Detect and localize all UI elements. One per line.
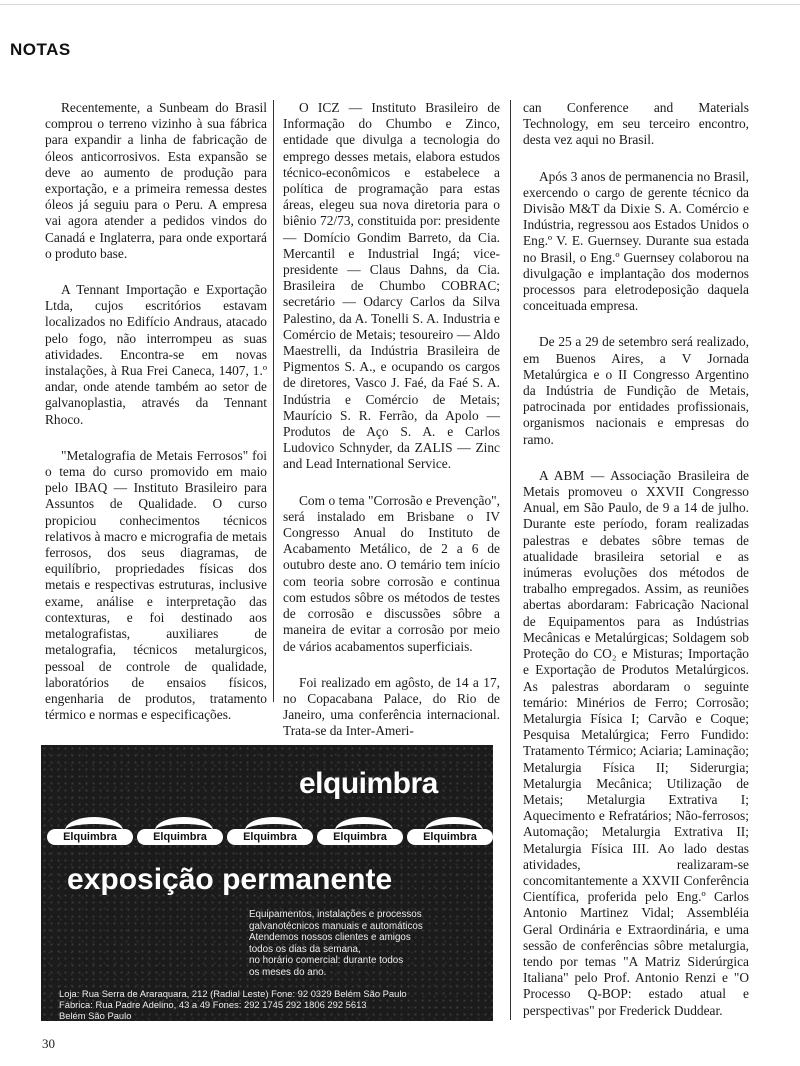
elquimbra-logo: Elquimbra — [227, 817, 315, 857]
ad-address-line: Fábrica: Rua Padre Adelino, 43 a 49 Fones: 292 1745 292 1806 292 5613 — [59, 999, 367, 1010]
article-column-2 — [283, 100, 500, 760]
ad-info-line: galvanotécnicos manuais e automáticos — [249, 920, 423, 932]
column-divider — [273, 100, 274, 702]
article-column-1 — [45, 100, 267, 743]
paragraph-conference-cont: can Conference and Materials Technology, em seu terceiro encontro, desta vez aqui no Brasil. — [523, 100, 749, 148]
elquimbra-logo: Elquimbra — [407, 817, 493, 857]
paragraph-tennant: A Tennant Importação e Exportação Ltda, cujos escritórios estavam localizados no Edifício Andraus, atacado pelo fogo, não interrompeu as suas atividades. Encontra-se em novas instalações, à Rua Frei Caneca, 1407, 1.º andar, onde atende também ao setor de galvanoplastia, através da Tennant Rhoco. — [45, 282, 267, 427]
elquimbra-advertisement — [41, 745, 493, 1021]
ad-info-line: Equipamentos, instalações e processos — [249, 909, 422, 920]
column-divider — [510, 100, 511, 1020]
paragraph-icz: O ICZ — Instituto Brasileiro de Informação do Chumbo e Zinco, entidade que divulga a tecnologia do emprego desses metais, elabora estudos técnico-econômicos e estabelece a política de programação para estas áreas, elegeu sua nova diretoria para o biênio 72/73, constituida por: presidente — Domício Gondim Barreto, da Cia. Mercantil e Industrial Ingá; vice-presidente — Claus Dahns, da Cia. Brasileira de Chumbo COBRAC; secretário — Odarcy Carlos da Silva Palestino, da A. Tonelli S. A. Industria e Comércio de Metais; tesoureiro — Aldo Maestrelli, da Indústria Brasileira de Pigmentos S. A., e ocupando os cargos de diretores, Vasco J. Faé, da Faé S. A. Indústria e Comércio de Metais; Maurício S. R. Ferrão, da Apolo — Produtos de Aço S. A. e Carlos Ludovico Schnyder, da ZALIS — Zinc and Lead International Service. — [283, 100, 500, 472]
ad-info-line: todos os dias da semana, — [249, 943, 361, 955]
elquimbra-logo: Elquimbra — [137, 817, 225, 857]
paragraph-corrosao: Com o tema "Corrosão e Prevenção", será instalado em Brisbane o IV Congresso Anual do Instituto de Acabamento Metálico, de 2 a 6 de outubro deste ano. O temário tem início com teoria sobre corrosão e continua com estudos sôbre os métodos de testes de corrosão e discussões sôbre a maneira de evitar a corrosão por meio de vários acabamentos superficiais. — [283, 492, 500, 654]
ad-info-line: os meses do ano. — [249, 966, 327, 978]
ad-info — [249, 909, 485, 978]
paragraph-buenos-aires: De 25 a 29 de setembro será realizado, em Buenos Aires, a V Jornada Metalúrgica e o II Congresso Argentino da Indústria de Fundição de Metais, patrocinada por entidades profissionais, organismos nacionais e empresas do ramo. — [523, 334, 749, 447]
ad-address-line: Belém São Paulo — [59, 1010, 132, 1021]
ad-headline: exposição permanente — [67, 863, 393, 896]
ad-info-line: Atendemos nossos clientes e amigos — [249, 932, 411, 943]
section-title: NOTAS — [10, 40, 71, 59]
ad-brand: elquimbra — [299, 767, 438, 800]
elquimbra-logo: Elquimbra — [317, 817, 405, 857]
paragraph-guernsey: Após 3 anos de permanencia no Brasil, exercendo o cargo de gerente técnico da Divisão M&T da Dixie S. A. Comércio e Indústria, regressou aos Estados Unidos o Eng.º V. E. Guernsey. Durante sua estada no Brasil, o Eng.º Guernsey colaborou na divulgação e implantação dos modernos processos para eletrodeposição daquela conceituada empresa. — [523, 168, 749, 314]
paragraph-abm: A ABM — Associação Brasileira de Metais promoveu o XXVII Congresso Anual, em São Paulo, de 9 a 14 de julho. Durante este período, foram realizadas palestras e debates sôbre temas de atualidade brasileira setorial e as inúmeras evoluções dos métodos de trabalho empregados. Assim, as reuniões abertas abordaram: Fabricação Nacional de Equipamentos para as Indústrias Mecânicas e Metalúrgicas; Soldagem sob Proteção do CO₂ e Misturas; Importação e Exportação de Produtos Metalúrgicos. As palestras abordaram o seguinte temário: Minérios de Ferro; Corrosão; Metalurgia Física I; Carvão e Coque; Pesquisa Metalúrgica; Ferro Fundido: Tratamento Térmico; Aciaria; Laminação; Metalurgia Física II; Siderurgia; Metalurgia Mecânica; Utilização de Metais; Metalurgia Extrativa I; Aquecimento e Refratários; Não-ferrosos; Automação; Metalurgia Extrativa II; Metalurgia Física III. Ao lado destas atividades, realizaram-se concomitantemente a XXVII Conferência Científica, proferida pelo Eng.º Carlos Antonio Martinez Vidal; Assembléia Geral Ordinária e Extraordinária, e uma sessão de conferências sôbre metalurgia, tendo por temas "A Matriz Siderúrgica Italiana" pelo Prof. Antonio Renzi e "O Processo Q-BOP: estado atual e perspectivas" por Frederick Duddear. — [523, 467, 749, 1018]
top-rule — [0, 4, 800, 5]
elquimbra-logo: Elquimbra — [47, 817, 135, 857]
paragraph-conference: Foi realizado em agôsto, de 14 a 17, no Copacabana Palace, do Rio de Janeiro, uma conferência internacional. Trata-se da Inter-Ameri- — [283, 674, 500, 739]
ad-address-line: Loja: Rua Serra de Araraquara, 212 (Radial Leste) Fone: 92 0329 Belém São Paulo — [59, 988, 407, 999]
paragraph-sunbeam: Recentemente, a Sunbeam do Brasil comprou o terreno vizinho à sua fábrica para expandir a linha de fabricação de óleos anticorrosivos. Esta expansão se deve ao aumento de produção para exportação, e a primeira remessa destes óleos já seguiu para o Peru. A empresa vai agora atender a pedidos vindos do Canadá e Inglaterra, para onde exportará o produto base. — [45, 100, 267, 261]
ad-info-line: no horário comercial: durante todos — [249, 955, 404, 966]
article-column-3 — [523, 100, 749, 1039]
ad-address — [59, 988, 489, 1021]
ad-logo-row — [47, 817, 487, 857]
page-number: 30 — [42, 1036, 55, 1051]
paragraph-metalografia: "Metalografia de Metais Ferrosos" foi o tema do curso promovido em maio pelo IBAQ — Instituto Brasileiro para Assuntos de Qualidade. O curso propiciou conhecimentos técnicos relativos à macro e micrografia de metais ferrosos, dos seus diagramas, de equilíbrio, propriedades físicas dos metais e respectivas estruturas, inclusive exame, análise e interpretação das contexturas, e foi destinado aos metalografistas, auxiliares de metalografia, técnicos metalurgicos, pessoal de controle de qualidade, laboratórios de ensaios físicos, engenharia de produtos, tratamento térmico e normas e especificações. — [45, 447, 267, 723]
